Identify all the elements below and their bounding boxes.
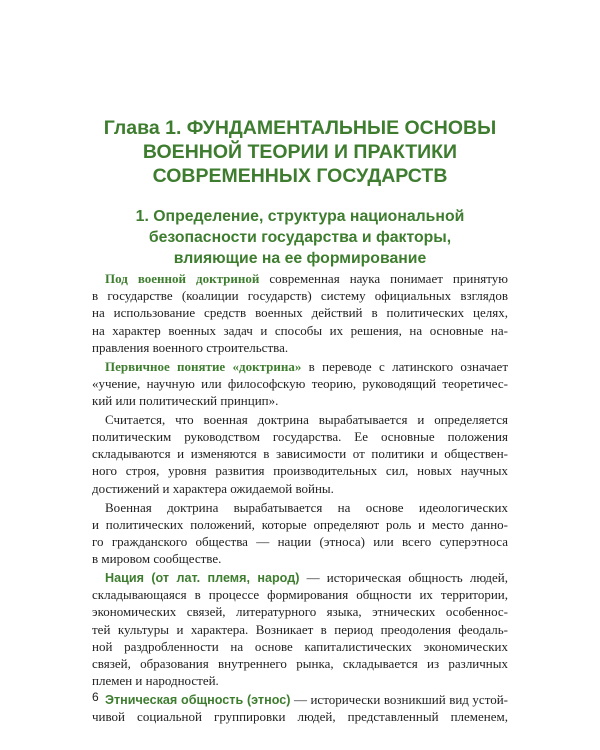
paragraph-doctrine-origin bbox=[92, 358, 508, 410]
paragraph-ethnic-community bbox=[92, 691, 508, 725]
text-line: складывающаяся в процессе формирования общности их территории, bbox=[92, 587, 508, 603]
text-line bbox=[92, 358, 508, 375]
text-line bbox=[92, 691, 508, 708]
text-line: «учение, научную или философскую теорию, руководящий теоретичес- bbox=[92, 375, 508, 391]
text-line bbox=[92, 569, 508, 586]
text-line: правления военного строительства. bbox=[92, 339, 289, 355]
text-line: складываются и изменяются в зависимости от политики и обществен- bbox=[92, 446, 508, 462]
page-number: 6 bbox=[92, 690, 99, 704]
text-line: чивой социальной группировки людей, представленный племенем, bbox=[92, 709, 508, 725]
text-line: связей, образования внутреннего рынка, складывается из различных bbox=[92, 655, 508, 671]
text-fragment: современная наука понимает принятую bbox=[259, 271, 508, 286]
chapter-title bbox=[80, 116, 520, 188]
section-title bbox=[110, 206, 490, 269]
section-title-line: безопасности государства и факторы, bbox=[148, 229, 452, 246]
text-line: на использование средств военных действий в политических целях, bbox=[92, 305, 508, 321]
body-text bbox=[92, 270, 508, 727]
text-line bbox=[92, 499, 508, 516]
term-nation: Нация (от лат. племя, народ) bbox=[105, 570, 300, 585]
paragraph-nation bbox=[92, 569, 508, 689]
section-title-line: влияющие на ее формирование bbox=[173, 250, 427, 267]
text-fragment: в переводе с латинского означает bbox=[301, 358, 509, 374]
text-line: кий или политический принцип». bbox=[92, 393, 279, 408]
text-line: в мировом сообществе. bbox=[92, 551, 222, 567]
paragraph-military-doctrine bbox=[92, 270, 508, 356]
text-line: ного строя, уровня развития производительных сил, новых научных bbox=[92, 463, 508, 479]
text-line: и политических положений, которые определяют роль и место данно- bbox=[92, 516, 508, 532]
text-fragment: — историческая общность людей, bbox=[299, 569, 508, 585]
term-military-doctrine: Под военной доктриной bbox=[105, 271, 260, 286]
text-line: ной раздробленности на основе капиталистических экономических bbox=[92, 638, 508, 654]
term-ethnos: Этническая общность (этнос) bbox=[105, 692, 291, 707]
text-fragment: Считается, что военная доктрина вырабатывается и определяется bbox=[105, 411, 508, 427]
text-line: в государстве (коалиции государств) систему официальных взглядов bbox=[92, 288, 508, 304]
chapter-title-line: Глава 1. ФУНДАМЕНТАЛЬНЫЕ ОСНОВЫ bbox=[103, 117, 497, 139]
chapter-title-line: СОВРЕМЕННЫХ ГОСУДАРСТВ bbox=[152, 165, 448, 187]
text-line: экономических связей, литературного языка, этнических особеннос- bbox=[92, 604, 508, 620]
text-line bbox=[92, 411, 508, 428]
text-line: политическим руководством государства. Ее основные положения bbox=[92, 429, 508, 445]
text-line: тей культуры и характера. Возникает в период преодоления феодаль- bbox=[92, 621, 508, 637]
paragraph-doctrine-basis bbox=[92, 499, 508, 568]
section-title-line: 1. Определение, структура национальной bbox=[135, 208, 465, 225]
text-line: го гражданского общества — нации (этноса) или всего суперэтноса bbox=[92, 533, 508, 549]
text-fragment: Военная доктрина вырабатывается на основе идеологических bbox=[105, 499, 508, 515]
text-fragment: — исторически возникший вид устой- bbox=[290, 691, 508, 707]
term-doctrine: Первичное понятие «доктрина» bbox=[105, 358, 302, 374]
text-line: на характер военных задач и способы их решения, на основные на- bbox=[92, 322, 508, 338]
paragraph-doctrine-formation bbox=[92, 411, 508, 497]
chapter-title-line: ВОЕННОЙ ТЕОРИИ И ПРАКТИКИ bbox=[142, 141, 458, 163]
text-line: племен и народностей. bbox=[92, 673, 219, 689]
text-line bbox=[92, 270, 508, 287]
text-line: достижений и характера ожидаемой войны. bbox=[92, 480, 334, 496]
